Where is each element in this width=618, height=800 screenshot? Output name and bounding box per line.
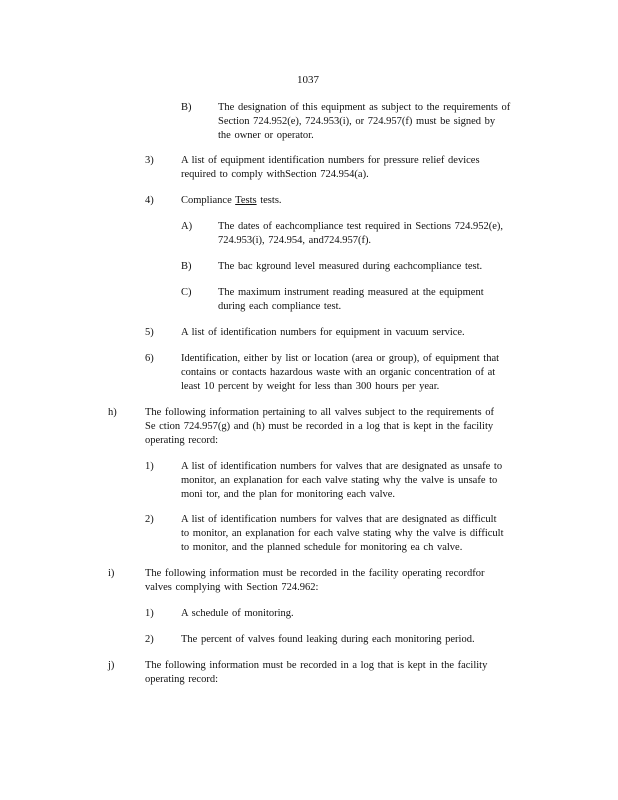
page-number: 1037	[297, 74, 319, 86]
item-label: h)	[108, 407, 117, 418]
item-text: A list of identification numbers for valves that are designated as unsafe to monitor, an explanation for each valve stating why the valve is unsafe to moni tor, and the plan for monitoring each valve.	[181, 461, 503, 500]
item-text: A schedule of monitoring.	[181, 608, 294, 619]
item-text: The dates of eachcompliance test required in Sections 724.952(e), 724.953(i), 724.954, and724.957(f).	[218, 221, 503, 246]
item-label: i)	[108, 568, 115, 579]
item-text: The bac kground level measured during eachcompliance test.	[218, 261, 483, 272]
item-text: The following information pertaining to all valves subject to the requirements of Se ction 724.957(g) and (h) must be recorded in a log that is kept in the facility operating record:	[145, 407, 494, 446]
item-text: A list of identification numbers for equipment in vacuum service.	[181, 327, 465, 338]
item-text: The following information must be recorded in the facility operating recordfor valves complying with Section 724.962:	[145, 568, 485, 593]
item-label: 1)	[145, 461, 154, 472]
item-label: 4)	[145, 195, 154, 206]
item-text: Identification, either by list or location (area or group), of equipment that contains or contacts hazardous waste with an organic concentration of at least 10 percent by weight for less than 300 hours per year.	[181, 353, 500, 392]
item-text: A list of identification numbers for valves that are designated as difficult to monitor, an explanation for each valve stating why the valve is difficult to monitor, and the planned schedule for monitoring ea ch valve.	[181, 514, 504, 553]
item-label: 5)	[145, 327, 154, 338]
item-text: A list of equipment identification numbers for pressure relief devices required to comply withSection 724.954(a).	[181, 155, 480, 180]
underlined-text: Tests	[235, 195, 257, 206]
item-text: The percent of valves found leaking during each monitoring period.	[181, 634, 475, 645]
item-label: 1)	[145, 608, 154, 619]
item-text: The maximum instrument reading measured at the equipment during each compliance test.	[218, 287, 484, 312]
item-text: The following information must be recorded in a log that is kept in the facility operating record:	[145, 660, 488, 685]
item-label: 3)	[145, 155, 154, 166]
item-label: 2)	[145, 514, 154, 525]
item-label: A)	[181, 221, 193, 232]
item-label: j)	[108, 660, 115, 671]
item-text: Compliance Tests tests.	[181, 195, 282, 206]
item-label: 6)	[145, 353, 154, 364]
item-label: C)	[181, 287, 192, 298]
item-label: B)	[181, 261, 192, 272]
item-label: B)	[181, 102, 192, 113]
item-text: The designation of this equipment as subject to the requirements of Section 724.952(e), 724.953(i), or 724.957(f) must be signed by the owner or operator.	[218, 102, 511, 141]
item-label: 2)	[145, 634, 154, 645]
